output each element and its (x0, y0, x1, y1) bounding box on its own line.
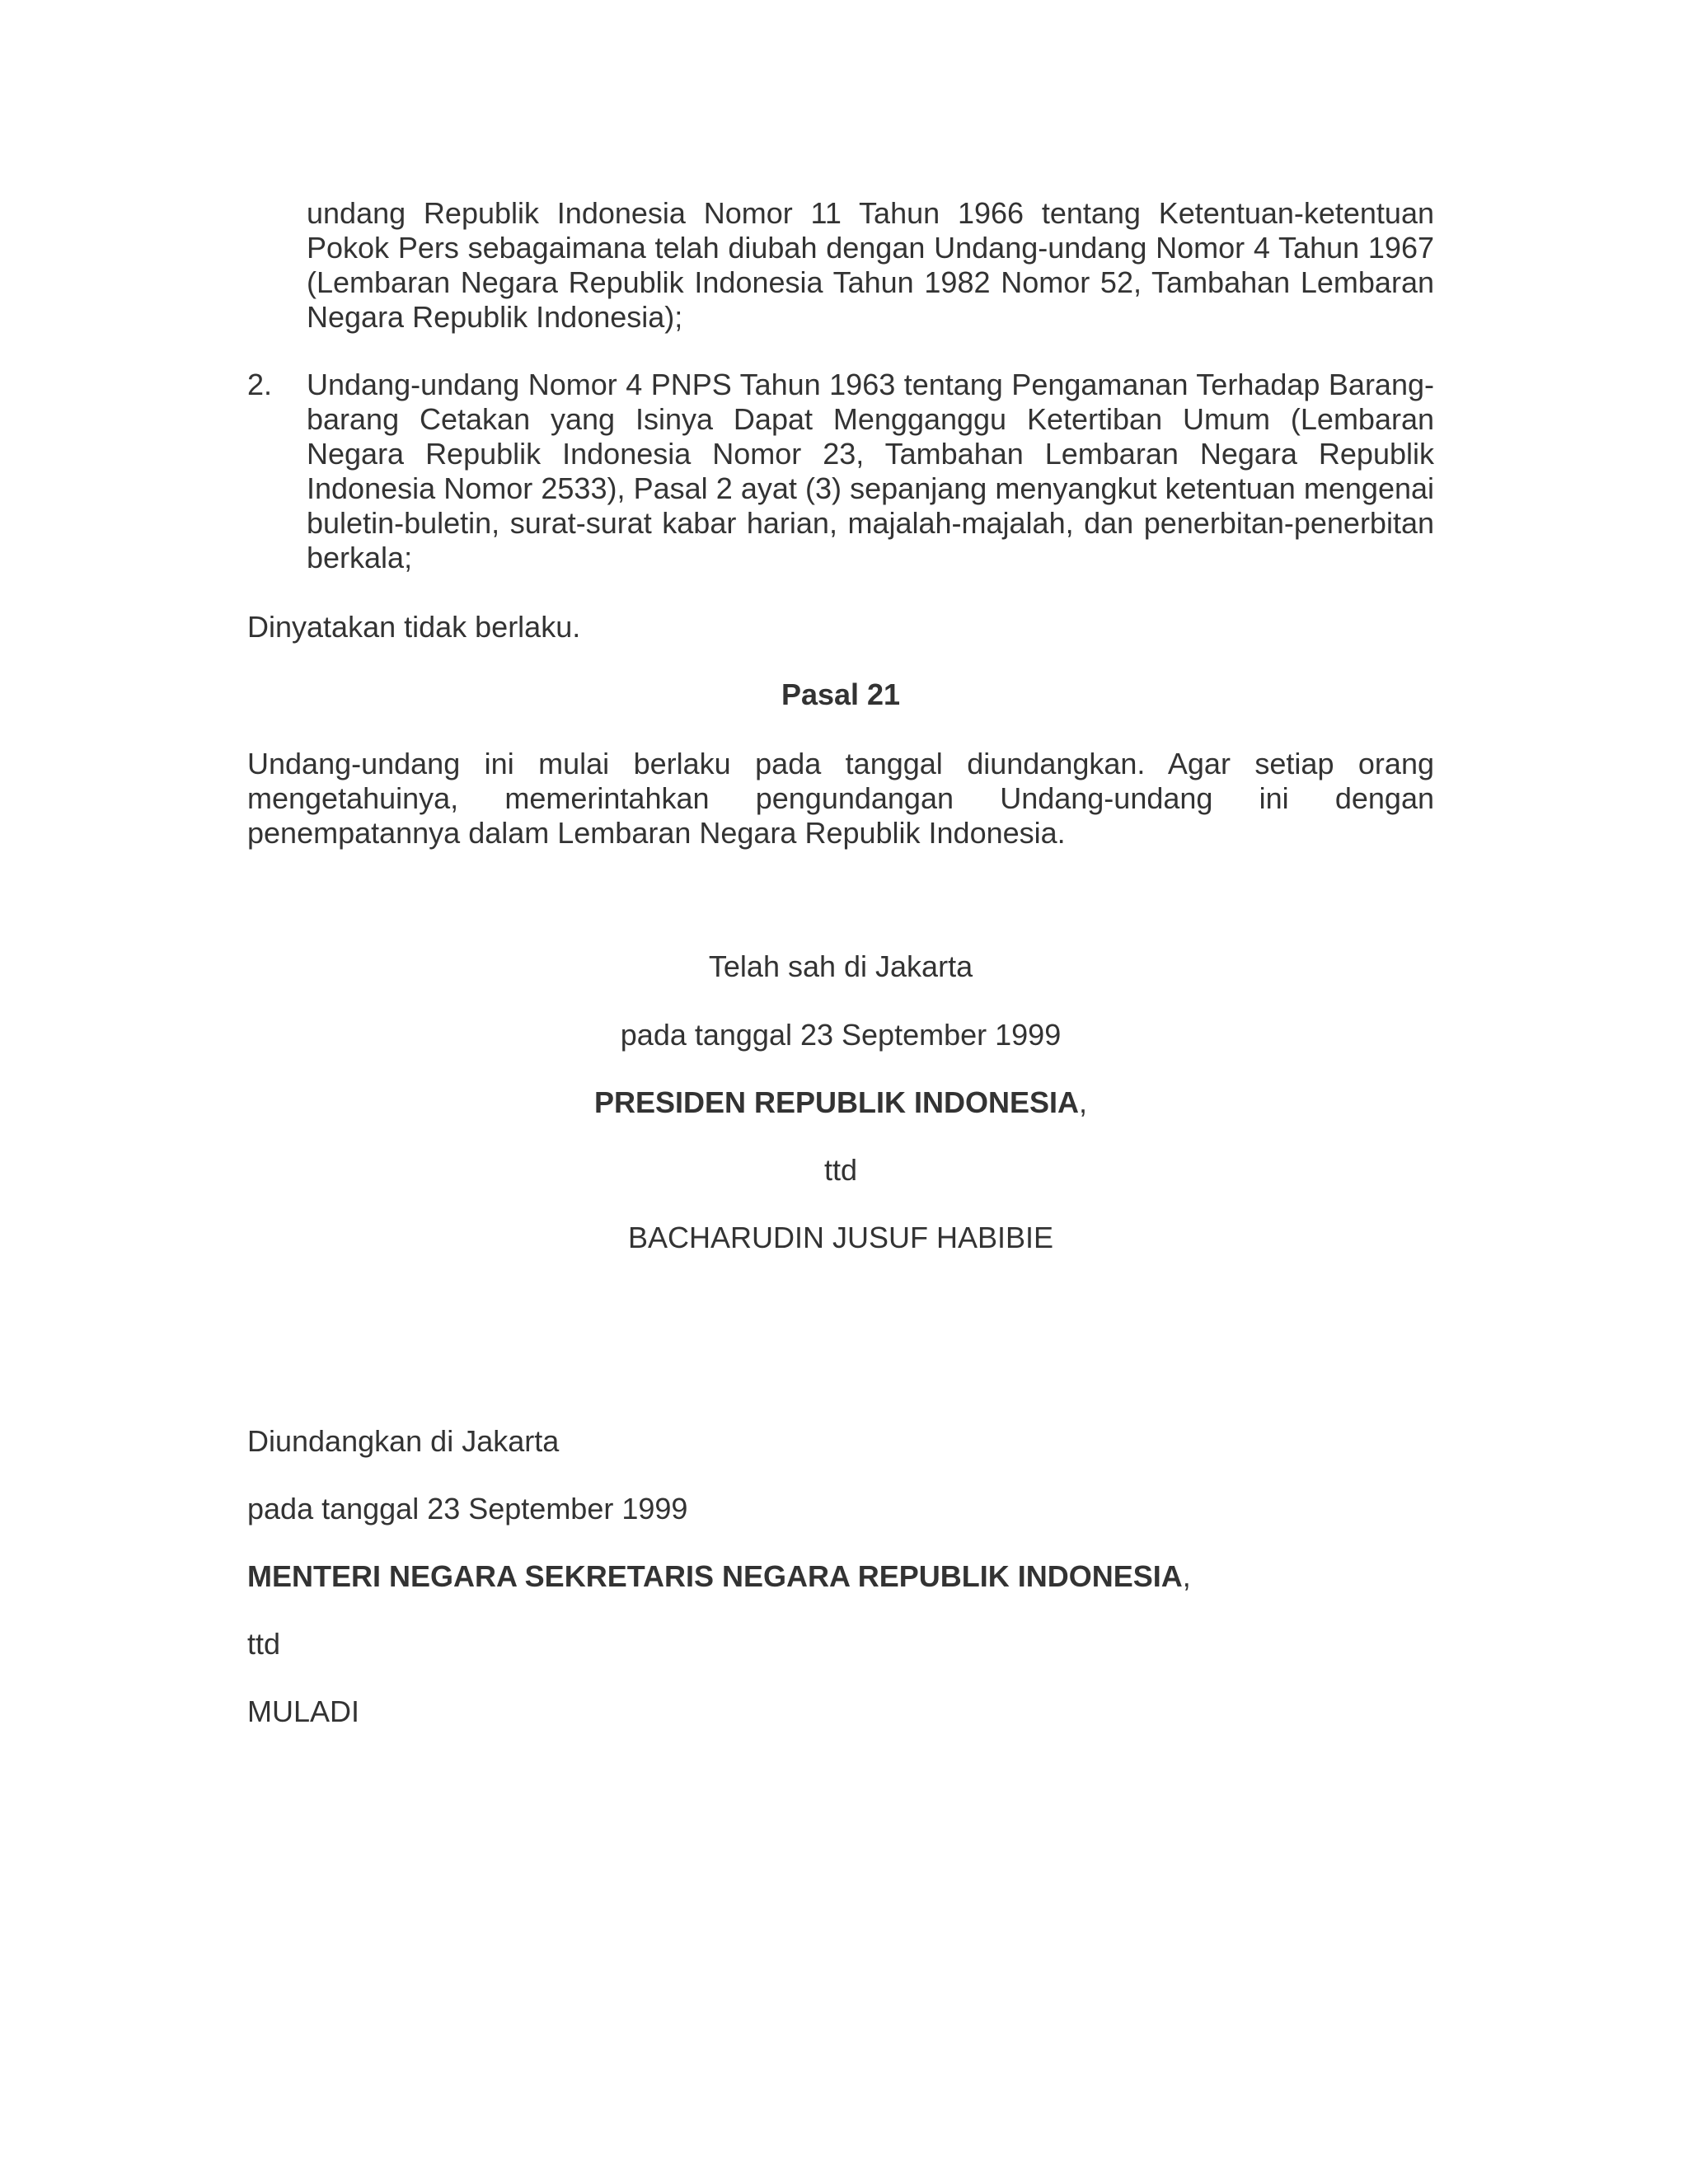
promulgation-title (247, 1559, 1434, 1594)
ratification-signature: ttd (823, 1153, 858, 1187)
ratification-title (247, 1085, 1434, 1120)
ratification-date: pada tanggal 23 September 1999 (620, 1018, 1062, 1052)
promulgation-signature: ttd (247, 1627, 281, 1661)
article-body: Undang-undang ini mulai berlaku pada tanggal diundangkan. Agar setiap orang mengetahuinya, memerintahkan pengundangan Undang-undang ini dengan penempatannya dalam Lembaran Negara Republik Indonesia. (247, 747, 1434, 850)
list-item-2 (247, 368, 1434, 575)
list-item-text: Undang-undang Nomor 4 PNPS Tahun 1963 tentang Pengamanan Terhadap Barang-barang Cetakan yang Isinya Dapat Mengganggu Ketertiban Umum (Lembaran Negara Republik Indonesia Nomor 23, Tambahan Lembaran Negara Republik Indonesia Nomor 2533), Pasal 2 ayat (3) sepanjang menyangkut ketentuan mengenai buletin-buletin, surat-surat kabar harian, majalah-majalah, dan penerbitan-penerbitan berkala; (307, 368, 1434, 574)
promulgation-date: pada tanggal 23 September 1999 (247, 1492, 688, 1526)
list-item-number: 2. (247, 368, 273, 401)
article-heading: Pasal 21 (781, 677, 901, 711)
declared-statement: Dinyatakan tidak berlaku. (247, 610, 581, 644)
promulgation-title-text: MENTERI NEGARA SEKRETARIS NEGARA REPUBLIK INDONESIA (247, 1559, 1183, 1593)
promulgation-place: Diundangkan di Jakarta (247, 1424, 560, 1458)
ratification-title-text: PRESIDEN REPUBLIK INDONESIA (593, 1085, 1080, 1119)
ratification-place: Telah sah di Jakarta (708, 949, 973, 983)
ratification-title-suffix: , (1079, 1085, 1088, 1119)
ratification-name: BACHARUDIN JUSUF HABIBIE (627, 1221, 1054, 1254)
item-1-continuation: undang Republik Indonesia Nomor 11 Tahun 1966 tentang Ketentuan-ketentuan Pokok Pers sebagaimana telah diubah dengan Undang-undang Nomor 4 Tahun 1967 (Lembaran Negara Republik Indonesia Tahun 1982 Nomor 52, Tambahan Lembaran Negara Republik Indonesia); (307, 196, 1434, 334)
promulgation-name: MULADI (247, 1694, 360, 1728)
promulgation-title-suffix: , (1182, 1559, 1191, 1593)
